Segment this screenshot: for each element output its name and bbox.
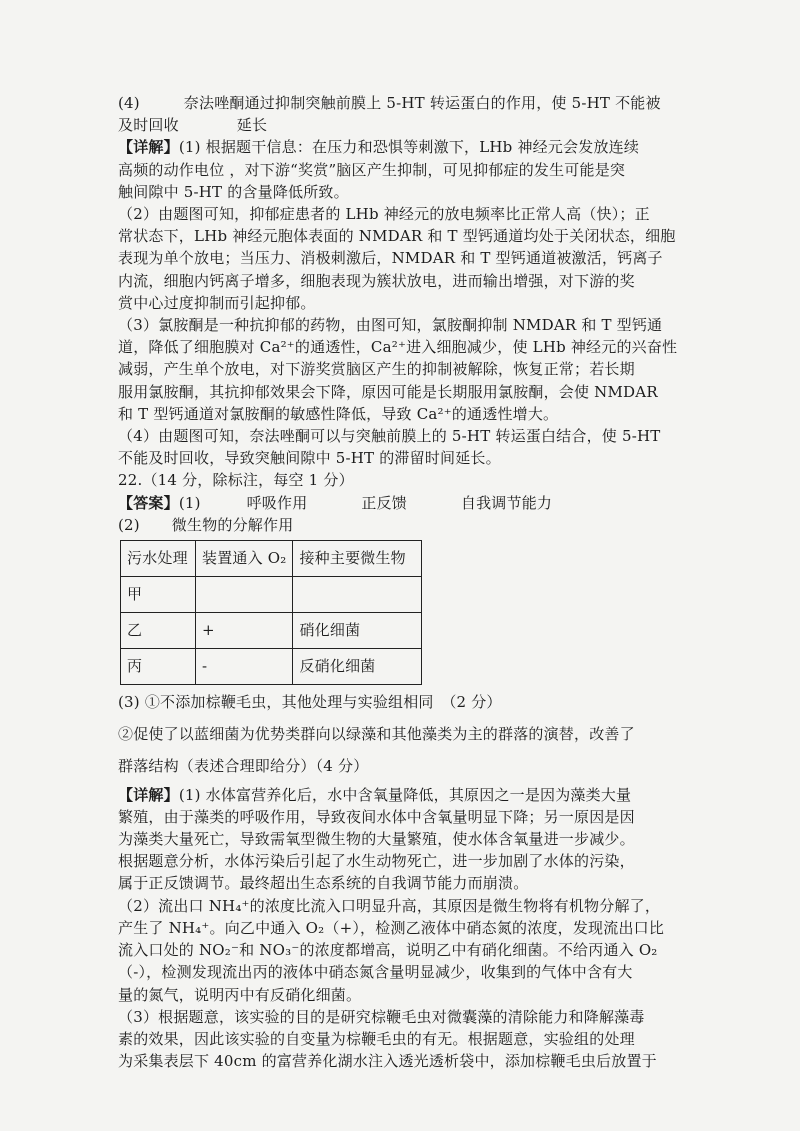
q22-answer-3-line2: ②促使了以蓝细菌为优势类群向以绿藻和其他藻类为主的群落的演替，改善了	[118, 725, 635, 744]
q22-header: 22.（14 分，除标注，每空 1 分）	[118, 471, 354, 490]
detail-21-p3-line2: 道，降低了细胞膜对 Ca²⁺的通透性，Ca²⁺进入细胞减少，使 LHb 神经元的兴奋性	[118, 338, 678, 357]
detail-tag: 【详解】	[118, 138, 179, 157]
table-cell: 硝化细菌	[293, 613, 422, 649]
table-cell: 反硝化细菌	[293, 649, 422, 685]
table-header-cell: 接种主要微生物	[293, 541, 422, 577]
answer-tag: 【答案】	[118, 493, 179, 512]
q22-answer-2-text: 微生物的分解作用	[171, 515, 294, 534]
q22-answer-1-num: (1)	[178, 493, 201, 512]
detail-21-p2-line2: 常状态下，LHb 神经元胞体表面的 NMDAR 和 T 型钙通道均处于关闭状态，细胞	[118, 227, 676, 246]
detail-22-p3-line3: 为采集表层下 40cm 的富营养化湖水注入透光透析袋中，添加棕鞭毛虫后放置于	[118, 1052, 657, 1071]
detail-21-p3-line5: 和 T 型钙通道对氯胺酮的敏感性降低，导致 Ca²⁺的通透性增大。	[118, 404, 559, 423]
answer-table	[120, 540, 422, 685]
table-cell: 甲	[121, 577, 196, 613]
table-header-cell: 装置通入 O₂	[196, 541, 293, 577]
detail-22-p1-line3: 为藻类大量死亡，导致需氧型微生物的大量繁殖，使水体含氧量进一步减少。	[118, 830, 635, 849]
detail-22-p1-line5: 属于正反馈调节。最终超出生态系统的自我调节能力而崩溃。	[118, 874, 529, 893]
detail-21-p4-line2: 不能及时回收，导致突触间隙中 5-HT 的滞留时间延长。	[118, 449, 501, 468]
table-cell	[196, 577, 293, 613]
q22-answer-1	[118, 492, 688, 514]
q21-answer-4-blank1: 及时回收	[118, 116, 179, 135]
detail-22-p2-line1: （2）流出口 NH₄⁺的浓度比流入口明显升高，其原因是微生物将有机物分解了，	[118, 896, 661, 915]
detail-21-p1-line2: 高频的动作电位 ，对下游“奖赏”脑区产生抑制，可见抑郁症的发生可能是突	[118, 160, 626, 179]
detail-21-p2-line1: （2）由题图可知，抑郁症患者的 LHb 神经元的放电频率比正常人高（快）；正	[118, 205, 650, 224]
table-row	[121, 577, 422, 613]
detail-22-p3-line1: （3）根据题意，该实验的目的是研究棕鞭毛虫对微囊藻的清除能力和降解藻毒	[118, 1007, 645, 1026]
table-header-cell: 污水处理	[121, 541, 196, 577]
detail-21-p3-line4: 服用氯胺酮，其抗抑郁效果会下降，原因可能是长期服用氯胺酮，会使 NMDAR	[118, 382, 658, 401]
detail-21-p3-line3: 减弱，产生单个放电，对下游奖赏脑区产生的抑制被解除，恢复正常；若长期	[118, 360, 635, 379]
detail-22-p3-line2: 素的效果，因此该实验的自变量为棕鞭毛虫的有无。根据题意，实验组的处理	[118, 1029, 635, 1048]
q22-answer-1-blank1: 呼吸作用	[246, 493, 308, 512]
document-page	[118, 92, 688, 1072]
q21-answer-4-num: (4)	[118, 94, 140, 112]
table-cell	[293, 577, 422, 613]
detail-22-p1-line4: 根据题意分析，水体污染后引起了水生动物死亡，进一步加剧了水体的污染，	[118, 852, 635, 871]
detail-22-p2-line2: 产生了 NH₄⁺。向乙中通入 O₂（+），检测乙液体中硝态氮的浓度，发现流出口比	[118, 918, 665, 937]
detail-21-p2-line4: 内流，细胞内钙离子增多，细胞表现为簇状放电，进而输出增强，对下游的奖	[118, 271, 635, 290]
detail-21-p1-line3: 触间隙中 5-HT 的含量降低所致。	[118, 182, 349, 201]
detail-tag: 【详解】	[118, 785, 179, 804]
table-header-row	[121, 541, 422, 577]
table-row	[121, 613, 422, 649]
table-cell: -	[196, 649, 293, 685]
q22-answer-3-line1: (3) ①不添加棕鞭毛虫，其他处理与实验组相同 （2 分）	[118, 693, 502, 712]
detail-22-p2-line5: 量的氮气，说明丙中有反硝化细菌。	[118, 985, 362, 1004]
detail-22-p2-line3: 流入口处的 NO₂⁻和 NO₃⁻的浓度都增高，说明乙中有硝化细菌。不给丙通入 O₂	[118, 941, 658, 960]
detail-21-p4-line1: （4）由题图可知，奈法唑酮可以与突触前膜上的 5-HT 转运蛋白结合，使 5-HT	[118, 427, 661, 446]
q22-answer-1-blank3: 自我调节能力	[460, 493, 553, 512]
detail-22	[118, 784, 688, 1073]
q21-answer-4-line2	[118, 114, 688, 136]
detail-21-p2-line5: 赏中心过度抑制而引起抑郁。	[118, 293, 316, 312]
detail-22-p1-line2: 繁殖，由于藻类的呼吸作用，导致夜间水体中含氧量明显下降；另一原因是因	[118, 807, 635, 826]
q22-answer-3-line3: 群落结构（表述合理即给分）（4 分）	[118, 757, 369, 776]
q22-answer-1-blank2: 正反馈	[361, 493, 407, 512]
detail-22-p2-line4: （-），检测发现流出丙的液体中硝态氮含量明显减少，收集到的气体中含有大	[118, 963, 633, 982]
detail-21-p3-line1: （3）氯胺酮是一种抗抑郁的药物，由图可知，氯胺酮抑制 NMDAR 和 T 型钙通	[118, 316, 663, 335]
q22-answer-2-num: (2)	[118, 515, 140, 534]
table-cell: +	[196, 613, 293, 649]
q21-answer-4	[118, 92, 688, 114]
detail-22-p1-line1: 【详解】(1) 水体富营养化后，水中含氧量降低，其原因之一是因为藻类大量	[118, 785, 632, 804]
table-cell: 丙	[121, 649, 196, 685]
q21-answer-4-blank2: 延长	[236, 116, 268, 135]
detail-21-p2-line3: 表现为单个放电；当压力、消极刺激后，NMDAR 和 T 型钙通道被激活，钙离子	[118, 249, 663, 268]
table-cell: 乙	[121, 613, 196, 649]
table-row	[121, 649, 422, 685]
q21-answer-4-text: 奈法唑酮通过抑制突触前膜上 5-HT 转运蛋白的作用，使 5-HT 不能被	[183, 94, 661, 112]
q22-answer-2	[118, 514, 688, 536]
detail-21-p1-line1: 【详解】(1) 根据题干信息：在压力和恐惧等刺激下，LHb 神经元会发放连续	[118, 138, 640, 157]
detail-21	[118, 136, 688, 469]
